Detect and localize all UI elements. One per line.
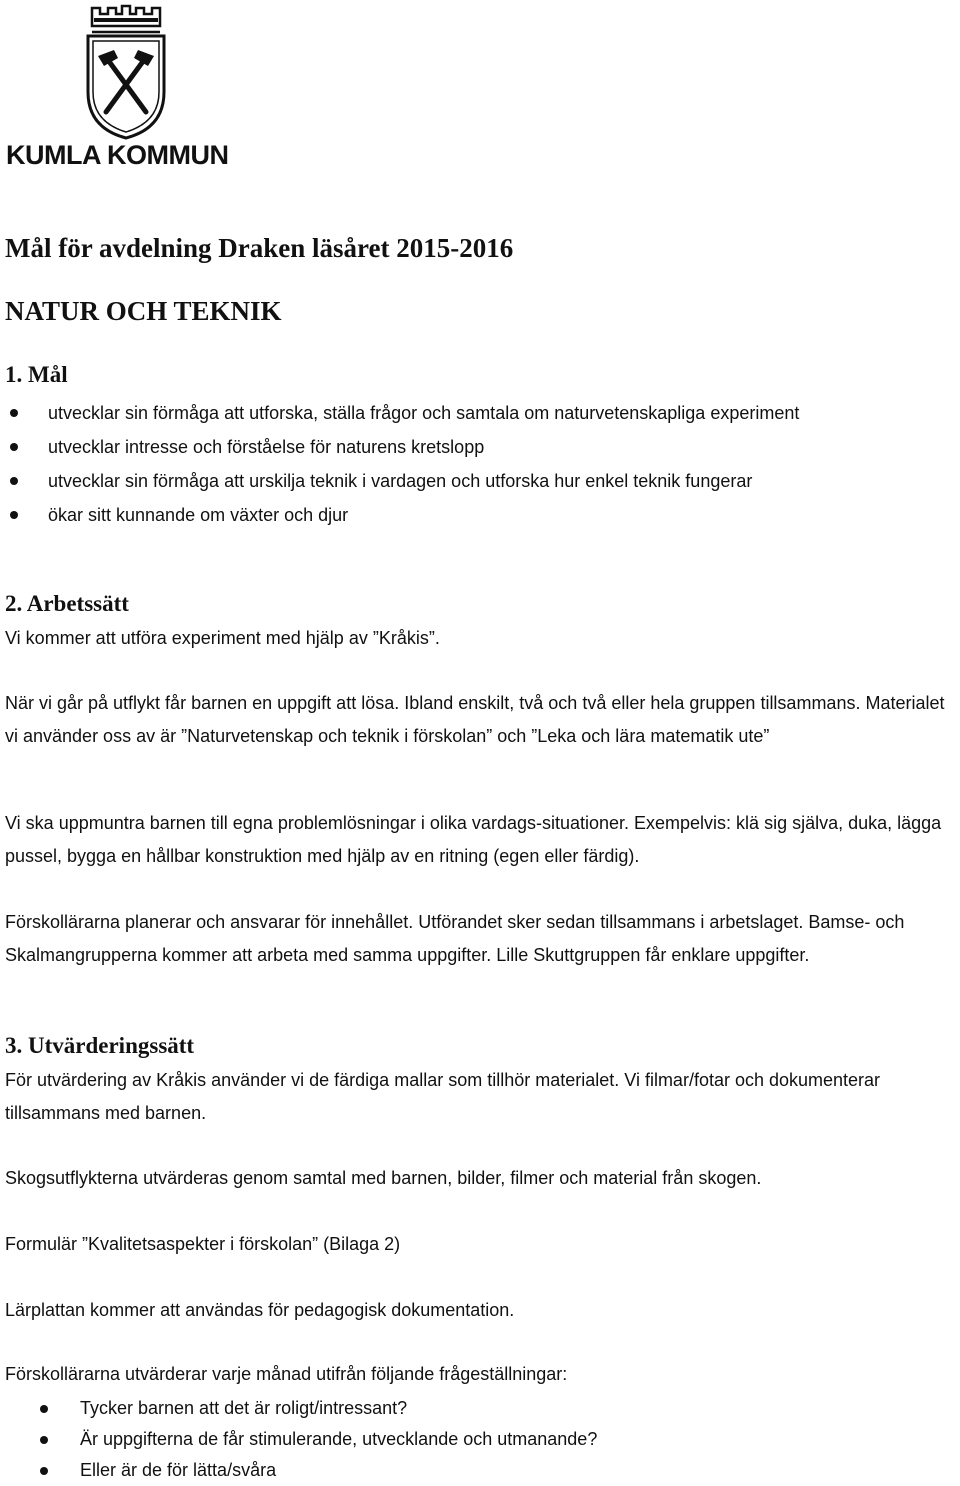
paragraph: Skogsutflykterna utvärderas genom samtal med barnen, bilder, filmer och material från skogen. [5, 1168, 762, 1188]
list-item: Är uppgifterna de får stimulerande, utvecklande och utmanande? [80, 1424, 597, 1455]
bullet-icon [40, 1436, 48, 1444]
section-1-heading: 1. Mål [5, 362, 68, 387]
list-item: utvecklar sin förmåga att urskilja teknik i vardagen och utforska hur enkel teknik fungerar [48, 464, 799, 498]
coat-of-arms-icon [78, 0, 174, 140]
bullet-icon [40, 1405, 48, 1413]
bullet-icon [10, 443, 18, 451]
list-item: Tycker barnen att det är roligt/intressant? [80, 1393, 597, 1424]
kumla-kommun-logo [6, 0, 246, 172]
evaluation-questions-list [80, 1393, 597, 1486]
goals-list [48, 396, 799, 532]
paragraph: För utvärdering av Kråkis använder vi de färdiga mallar som tillhör materialet. Vi filmar/fotar och dokumenterar tillsammans med barnen. [5, 1070, 881, 1123]
logo-wordmark: KUMLA KOMMUN [6, 140, 229, 170]
paragraph: Förskollärarna planerar och ansvarar för innehållet. Utförandet sker sedan tillsammans i arbetslaget. Bamse- och Skalmangrupperna kommer att arbeta med samma uppgifter. Lille Skuttgruppen får enklare uppgifter. [5, 912, 905, 965]
page-subtitle: NATUR OCH TEKNIK [5, 296, 282, 326]
bullet-icon [40, 1467, 48, 1475]
section-3-heading: 3. Utvärderingssätt [5, 1033, 195, 1058]
section-2-heading: 2. Arbetssätt [5, 591, 129, 616]
bullet-icon [10, 511, 18, 519]
list-item: Eller är de för lätta/svåra [80, 1455, 597, 1486]
paragraph: Förskollärarna utvärderar varje månad utifrån följande frågeställningar: [5, 1364, 568, 1384]
page-title: Mål för avdelning Draken läsåret 2015-2016 [5, 233, 514, 263]
list-item: ökar sitt kunnande om växter och djur [48, 498, 799, 532]
list-item: utvecklar sin förmåga att utforska, ställa frågor och samtala om naturvetenskapliga experiment [48, 396, 799, 430]
list-item: utvecklar intresse och förståelse för naturens kretslopp [48, 430, 799, 464]
paragraph: Formulär ”Kvalitetsaspekter i förskolan” (Bilaga 2) [5, 1234, 401, 1254]
paragraph: Vi ska uppmuntra barnen till egna problemlösningar i olika vardags-situationer. Exempelvis: klä sig själva, duka, lägga pussel, bygga en hållbar konstruktion med hjälp av en ritning (egen eller färdig). [5, 813, 942, 866]
paragraph: Lärplattan kommer att användas för pedagogisk dokumentation. [5, 1300, 515, 1320]
paragraph: När vi går på utflykt får barnen en uppgift att lösa. Ibland enskilt, två och två eller hela gruppen tillsammans. Materialet vi använder oss av är ”Naturvetenskap och teknik i förskolan” och ”Leka och lära matematik ute” [5, 693, 945, 746]
bullet-icon [10, 409, 18, 417]
bullet-icon [10, 477, 18, 485]
paragraph: Vi kommer att utföra experiment med hjälp av ”Kråkis”. [5, 628, 440, 648]
